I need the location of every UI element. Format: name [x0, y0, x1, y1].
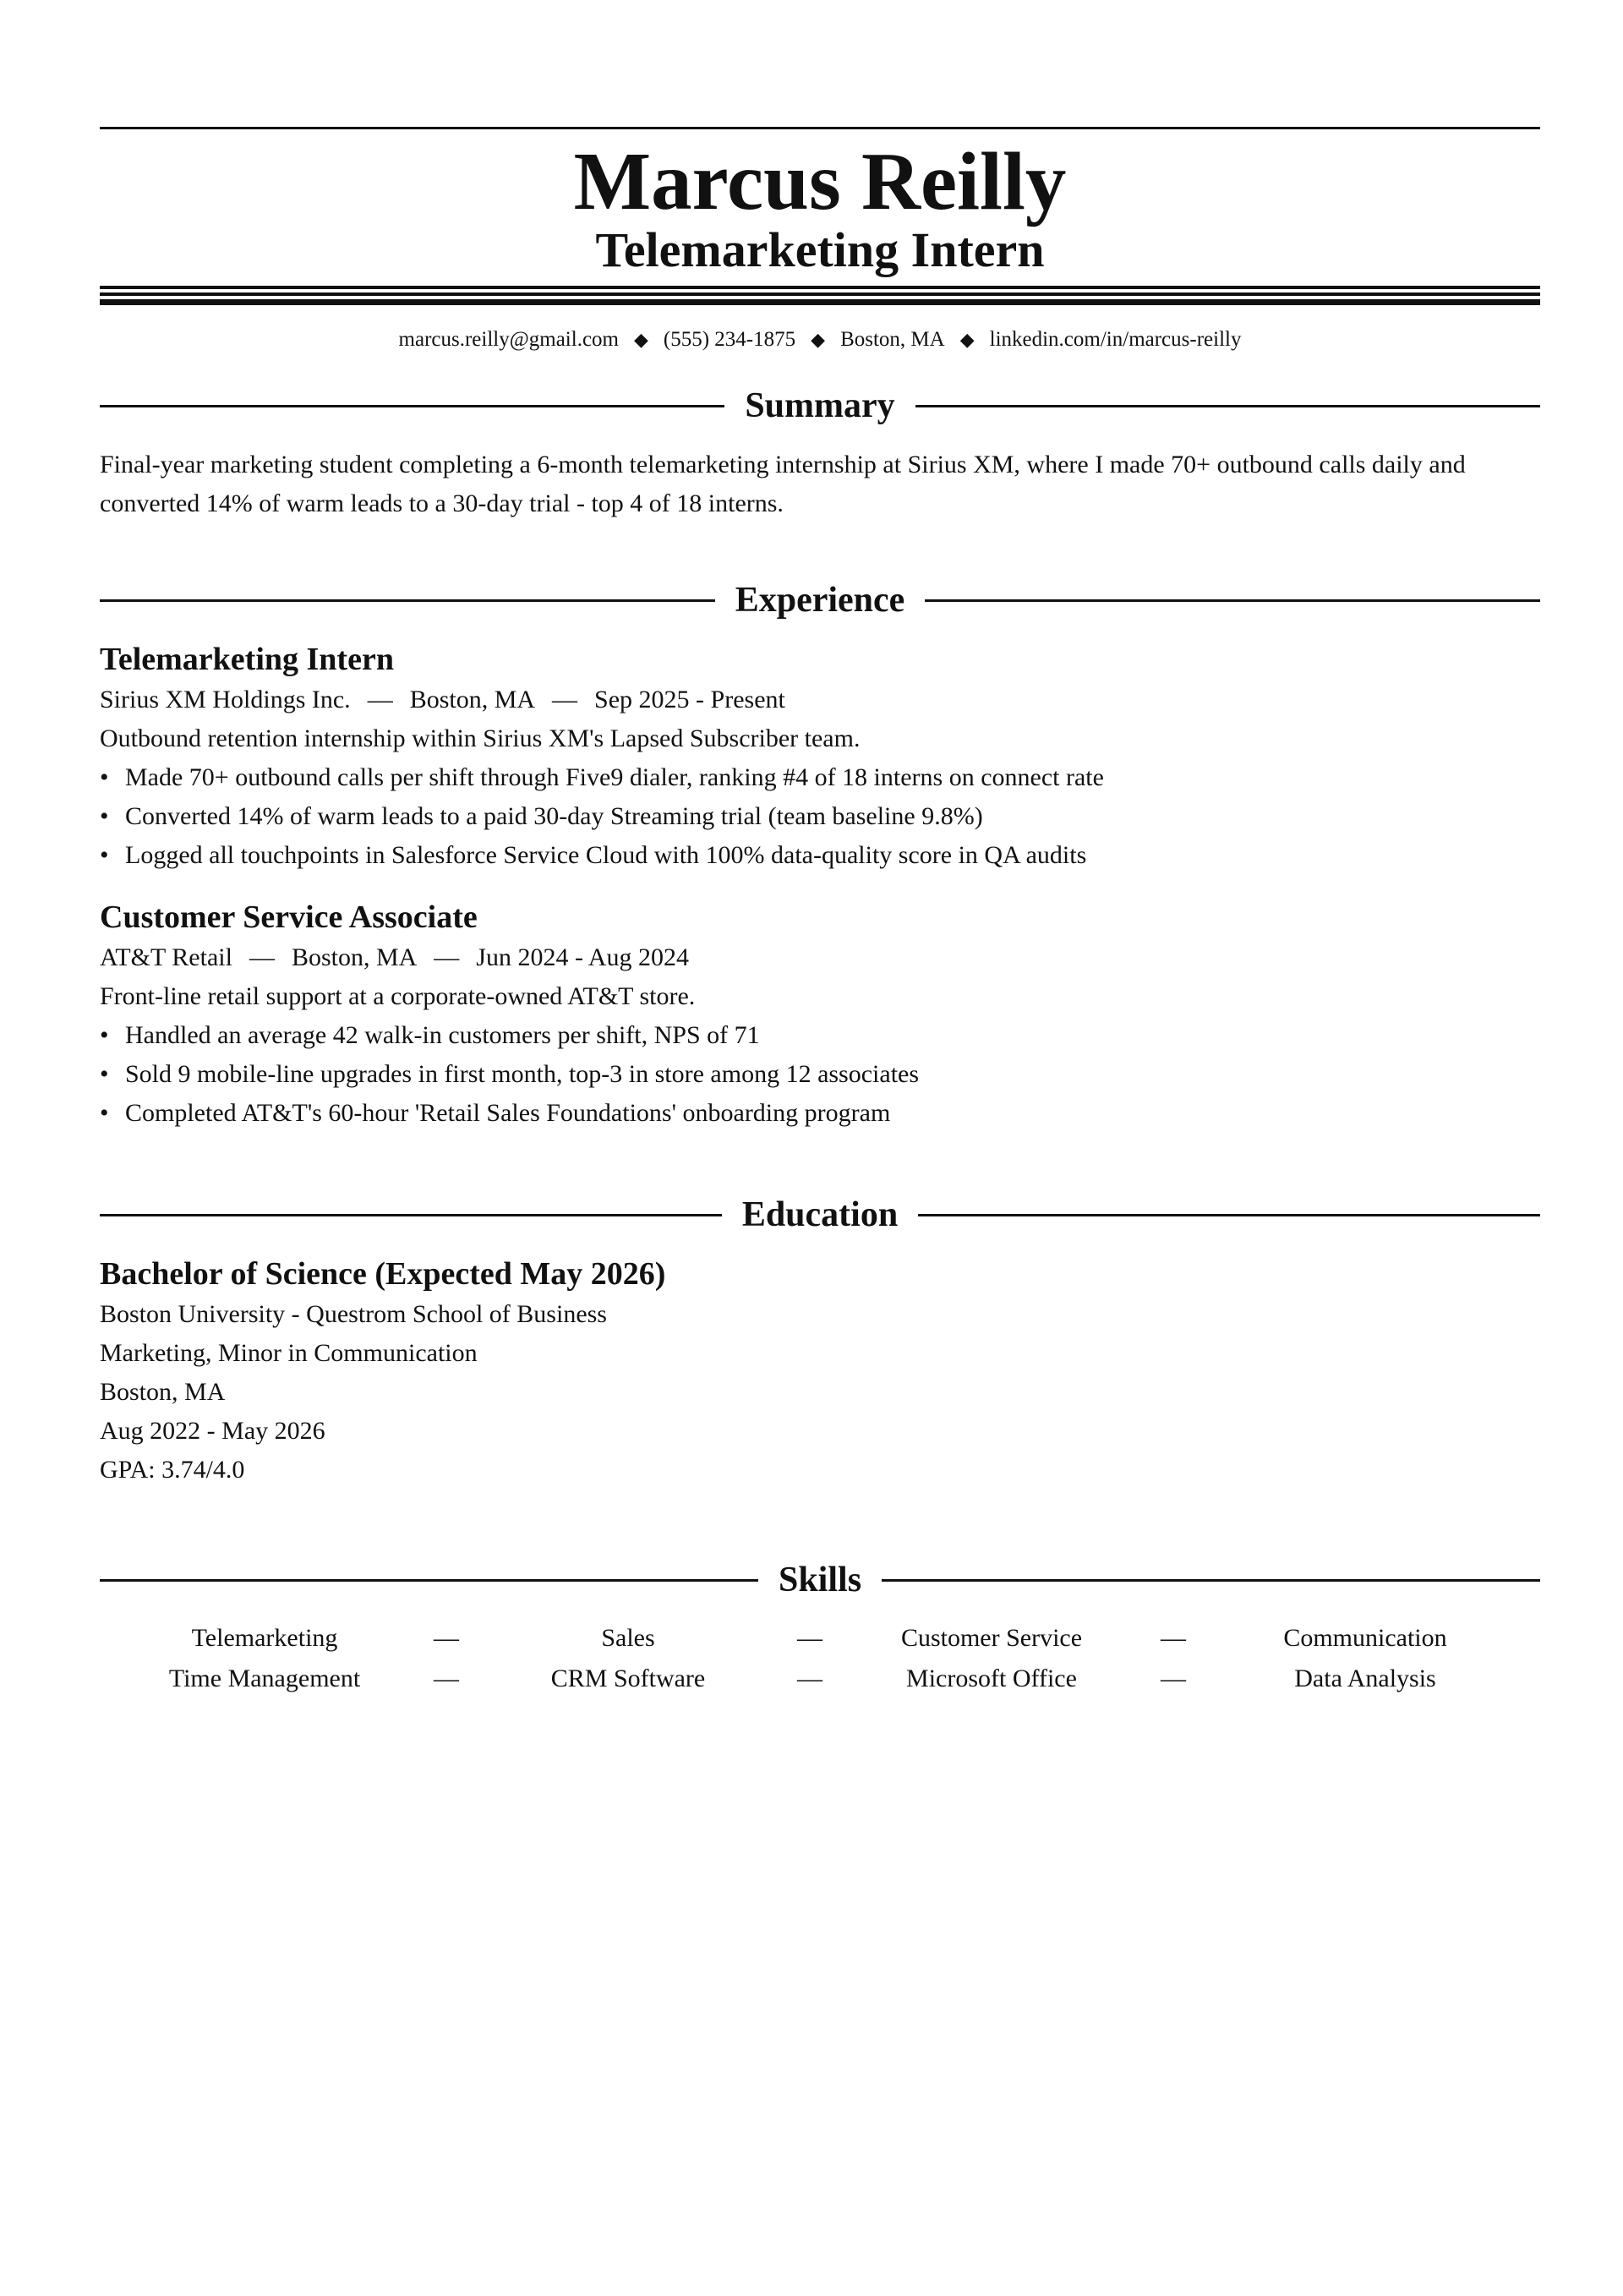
- summary-heading: [100, 385, 1540, 427]
- job-meta: [100, 681, 1540, 719]
- dash-separator: —: [367, 686, 393, 713]
- candidate-title: Telemarketing Intern: [595, 222, 1045, 277]
- heading-rule: [925, 599, 1540, 602]
- job-bullet: • Made 70+ outbound calls per shift through Five9 dialer, ranking #4 of 18 interns on connect rate: [100, 758, 1540, 797]
- heading-rule: [100, 405, 724, 407]
- job-role: Telemarketing Intern: [100, 642, 394, 677]
- skills-grid: [100, 1618, 1540, 1699]
- heading-rule: [915, 405, 1540, 407]
- diamond-separator-icon: ◆: [959, 329, 975, 350]
- education-entry: [100, 1253, 1540, 1490]
- job-role: Customer Service Associate: [100, 899, 478, 935]
- diamond-separator-icon: ◆: [811, 329, 826, 350]
- dash-separator: —: [552, 686, 578, 713]
- contact-email: marcus.reilly@gmail.com: [398, 328, 619, 351]
- dash-separator: —: [1161, 1624, 1186, 1652]
- candidate-name: Marcus Reilly: [573, 136, 1067, 227]
- summary-heading-label: Summary: [745, 386, 895, 425]
- education-major: Marketing, Minor in Communication: [100, 1339, 478, 1367]
- job-description: Outbound retention internship within Sirius XM's Lapsed Subscriber team.: [100, 724, 861, 752]
- diamond-separator-icon: ◆: [633, 329, 648, 350]
- job-bullet: • Handled an average 42 walk-in customers per shift, NPS of 71: [100, 1016, 1540, 1055]
- heading-rule: [100, 1579, 758, 1582]
- job-bullet: • Converted 14% of warm leads to a paid 30-day Streaming trial (team baseline 9.8%): [100, 797, 1540, 836]
- skill-item: Telemarketing: [191, 1624, 338, 1652]
- education-degree: Bachelor of Science (Expected May 2026): [100, 1256, 666, 1292]
- experience-heading: [100, 579, 1540, 621]
- skills-heading: [100, 1559, 1540, 1601]
- header-triple-rule: [100, 286, 1540, 305]
- contact-phone: (555) 234-1875: [663, 328, 796, 351]
- contact-linkedin: linkedin.com/in/marcus-reilly: [989, 328, 1242, 351]
- job-bullet: • Completed AT&T's 60-hour 'Retail Sales Foundations' onboarding program: [100, 1094, 1540, 1133]
- dash-separator: —: [249, 943, 275, 971]
- dash-separator: —: [434, 1624, 459, 1652]
- experience-heading-label: Experience: [735, 581, 905, 620]
- dash-separator: —: [434, 1665, 459, 1692]
- heading-rule: [100, 1214, 722, 1216]
- job-dates: Sep 2025 - Present: [594, 686, 785, 713]
- education-dates: Aug 2022 - May 2026: [100, 1417, 325, 1445]
- dash-separator: —: [1161, 1665, 1186, 1692]
- job-bullet: • Logged all touchpoints in Salesforce Service Cloud with 100% data-quality score in QA audits: [100, 836, 1540, 875]
- job-dates: Jun 2024 - Aug 2024: [476, 943, 689, 971]
- skill-item: Sales: [601, 1624, 655, 1652]
- heading-rule: [918, 1214, 1540, 1216]
- education-heading: [100, 1194, 1540, 1236]
- education-heading-label: Education: [741, 1195, 899, 1234]
- job-bullets: [100, 758, 1540, 875]
- skill-item: Communication: [1283, 1624, 1447, 1652]
- contact-line: [100, 325, 1540, 355]
- skill-item: Data Analysis: [1294, 1665, 1436, 1692]
- job-bullet: • Sold 9 mobile-line upgrades in first month, top-3 in store among 12 associates: [100, 1055, 1540, 1094]
- job-description: Front-line retail support at a corporate-owned AT&T store.: [100, 982, 696, 1010]
- education-location: Boston, MA: [100, 1378, 226, 1406]
- skills-heading-label: Skills: [778, 1561, 862, 1599]
- header-top-rule: [100, 127, 1540, 129]
- summary-text: Final-year marketing student completing a 6-month telemarketing internship at Sirius XM, where I made 70+ outbound calls daily and converted 14% of warm leads to a 30-day trial - top 4 of 18 interns.: [100, 451, 1466, 517]
- heading-rule: [882, 1579, 1540, 1582]
- job-meta: [100, 938, 1540, 977]
- dash-separator: —: [797, 1665, 822, 1692]
- dash-separator: —: [434, 943, 460, 971]
- education-gpa: GPA: 3.74/4.0: [100, 1456, 245, 1484]
- skill-item: Customer Service: [900, 1624, 1083, 1652]
- job-location: Boston, MA: [291, 943, 418, 971]
- job-entry: [100, 638, 1540, 875]
- dash-separator: —: [797, 1624, 822, 1652]
- job-location: Boston, MA: [409, 686, 536, 713]
- education-school: Boston University - Questrom School of Business: [100, 1300, 607, 1328]
- skill-item: Time Management: [168, 1665, 361, 1692]
- job-entry: [100, 896, 1540, 1133]
- job-company: Sirius XM Holdings Inc.: [100, 686, 351, 713]
- job-company: AT&T Retail: [100, 943, 232, 971]
- job-bullets: [100, 1016, 1540, 1133]
- skill-item: Microsoft Office: [906, 1665, 1077, 1692]
- skill-item: CRM Software: [550, 1665, 706, 1692]
- heading-rule: [100, 599, 715, 602]
- contact-location: Boston, MA: [840, 328, 945, 351]
